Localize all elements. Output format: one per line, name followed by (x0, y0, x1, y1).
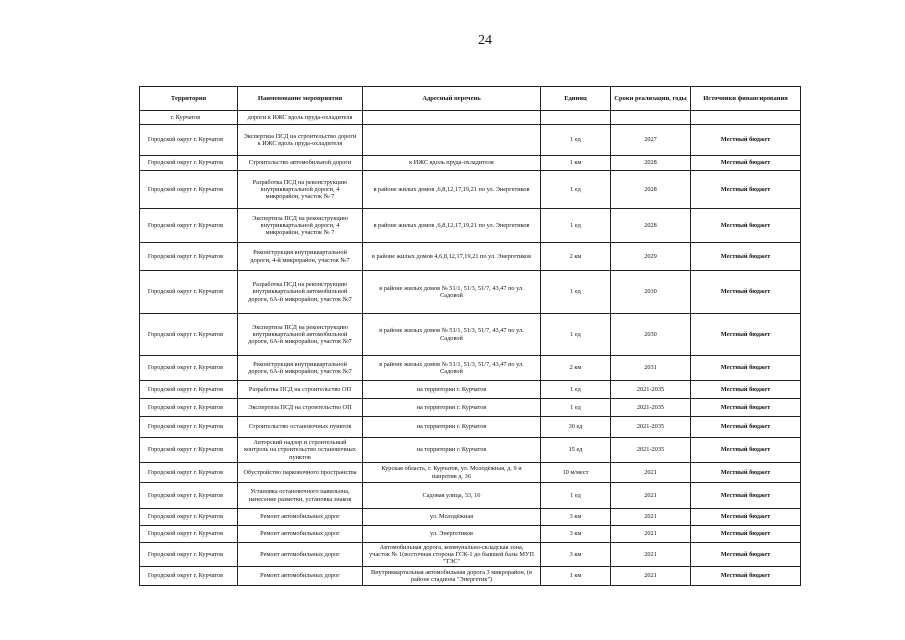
table-row (140, 125, 801, 156)
cell-years: 2021-2035 (611, 417, 691, 438)
cell-source: Местный бюджет (691, 509, 801, 526)
header-name: Наименование мероприятия (238, 87, 363, 111)
cell-units: 1 ед (541, 314, 611, 356)
cell-source: Местный бюджет (691, 209, 801, 243)
cell-years: 2030 (611, 314, 691, 356)
cell-units: 15 ед (541, 438, 611, 463)
cell-name: Разработка ПСД на реконструкцию внутриквартальной дороги, 4 микрорайон, участок № 7 (238, 171, 363, 209)
cell-address: в районе жилых домов № 51/1, 51/3, 51/7, 43,47 по ул. Садовой (363, 271, 541, 314)
cell-address: в районе жилых домов ,6,8,12,17,19,21 по ул. Энергетиков (363, 209, 541, 243)
cell-address: на территории г. Курчатов (363, 417, 541, 438)
cell-units: 1 км (541, 156, 611, 171)
cell-name: Ремонт автомобильных дорог (238, 526, 363, 543)
table-row (140, 156, 801, 171)
cell-address (363, 125, 541, 156)
cell-address: в районе жилых домов ,6,8,12,17,19,21 по ул. Энергетиков (363, 171, 541, 209)
cell-territory: Городской округ г. Курчатов (140, 543, 238, 567)
cell-years: 2021 (611, 509, 691, 526)
cell-units: 1 ед (541, 209, 611, 243)
cell-source: Местный бюджет (691, 156, 801, 171)
cell-address: ул. Энергетиков (363, 526, 541, 543)
cell-address: на территории г. Курчатов (363, 438, 541, 463)
cell-source: Местный бюджет (691, 271, 801, 314)
cell-name: дороги к ИЖС вдоль пруда-охладителя (238, 111, 363, 125)
header-source: Источники финансирования (691, 87, 801, 111)
cell-territory: Городской округ г. Курчатов (140, 356, 238, 381)
cell-years: 2021 (611, 526, 691, 543)
cell-address: ул. Молодёжная (363, 509, 541, 526)
header-units: Единиц (541, 87, 611, 111)
cell-name: Ремонт автомобильных дорог (238, 509, 363, 526)
cell-territory: Городской округ г. Курчатов (140, 125, 238, 156)
cell-address: Автомобильная дорога, коммунально-складская зона, участок № 1(восточная сторона ГСК-1 до бывшей базы МУП "ТЭС" (363, 543, 541, 567)
cell-years: 2021 (611, 567, 691, 586)
cell-years (611, 111, 691, 125)
cell-units: 10 м/мест (541, 463, 611, 483)
cell-territory: Городской округ г. Курчатов (140, 526, 238, 543)
cell-source: Местный бюджет (691, 243, 801, 271)
cell-years: 2031 (611, 356, 691, 381)
cell-source: Местный бюджет (691, 526, 801, 543)
cell-years: 2021-2035 (611, 381, 691, 399)
cell-address: в районе жилых домов 4,6,8,12,17,19,21 по ул. Энергетиков (363, 243, 541, 271)
cell-territory: Городской округ г. Курчатов (140, 243, 238, 271)
cell-address: Курская область, г. Курчатов, ул. Молодёжная, д. 9 и напротив д. 36 (363, 463, 541, 483)
cell-territory: Городской округ г. Курчатов (140, 483, 238, 509)
cell-source: Местный бюджет (691, 543, 801, 567)
table-row (140, 356, 801, 381)
cell-units: 1 ед (541, 171, 611, 209)
cell-name: Разработка ПСД на реконструкцию внутриквартальной автомобильной дороги, 6А-й микрорайон, участок №7 (238, 271, 363, 314)
cell-address: Внутриквартальная автомобильная дорога 3 микрорайон, (в районе стадиона "Энергетик") (363, 567, 541, 586)
cell-source: Местный бюджет (691, 125, 801, 156)
header-address: Адресный перечень (363, 87, 541, 111)
header-years: Сроки реализации, годы (611, 87, 691, 111)
cell-units: 1 ед (541, 483, 611, 509)
cell-territory: Городской округ г. Курчатов (140, 209, 238, 243)
cell-address: в районе жилых домов № 51/1, 51/3, 51/7, 43,47 по ул. Садовой (363, 356, 541, 381)
cell-territory: Городской округ г. Курчатов (140, 463, 238, 483)
cell-units: 2 км (541, 356, 611, 381)
cell-address: на территории г. Курчатов (363, 381, 541, 399)
cell-units: 1 ед (541, 125, 611, 156)
cell-years: 2021 (611, 543, 691, 567)
cell-territory: Городской округ г. Курчатов (140, 399, 238, 417)
table-row (140, 463, 801, 483)
cell-years: 2021 (611, 483, 691, 509)
cell-name: Обустройство парковочного пространства (238, 463, 363, 483)
cell-name: Строительство автомобильной дороги (238, 156, 363, 171)
cell-territory: г. Курчатов (140, 111, 238, 125)
table-row (140, 567, 801, 586)
cell-territory: Городской округ г. Курчатов (140, 438, 238, 463)
cell-address (363, 111, 541, 125)
cell-source: Местный бюджет (691, 567, 801, 586)
cell-territory: Городской округ г. Курчатов (140, 509, 238, 526)
cell-units: 1 км (541, 567, 611, 586)
cell-years: 2028 (611, 171, 691, 209)
cell-name: Разработка ПСД на строительство ОП (238, 381, 363, 399)
cell-units (541, 111, 611, 125)
cell-name: Реконструкция внутриквартальной дороги, 4-й микрорайон, участок №7 (238, 243, 363, 271)
header-territory: Территория (140, 87, 238, 111)
cell-name: Строительство остановочных пунктов (238, 417, 363, 438)
cell-units: 1 ед (541, 399, 611, 417)
table-row (140, 171, 801, 209)
cell-name: Авторский надзор и строительный контроль на строительство остановочных пунктов (238, 438, 363, 463)
cell-years: 2027 (611, 125, 691, 156)
cell-address: к ИЖС вдоль пруда-охладителя (363, 156, 541, 171)
cell-name: Экспертиза ПСД на реконструкцию внутриквартальной автомобильной дороги, 6А-й микрорайон, участок №7 (238, 314, 363, 356)
cell-territory: Городской округ г. Курчатов (140, 171, 238, 209)
cell-source: Местный бюджет (691, 314, 801, 356)
page-number: 24 (478, 33, 492, 48)
cell-name: Установка остановочного павильона, нанесение разметки, установка знаков (238, 483, 363, 509)
cell-years: 2021 (611, 463, 691, 483)
table-row (140, 314, 801, 356)
cell-units: 1 ед (541, 381, 611, 399)
cell-units: 3 км (541, 509, 611, 526)
table-row (140, 209, 801, 243)
table-row (140, 417, 801, 438)
cell-years: 2028 (611, 156, 691, 171)
cell-name: Ремонт автомобильных дорог (238, 567, 363, 586)
cell-units: 3 км (541, 526, 611, 543)
cell-territory: Городской округ г. Курчатов (140, 381, 238, 399)
cell-name: Экспертиза ПСД на реконструкцию внутриквартальной дороги, 4 микрорайон, участок № 7 (238, 209, 363, 243)
table-row (140, 399, 801, 417)
cell-units: 3 км (541, 543, 611, 567)
cell-address: в районе жилых домов № 51/1, 51/3, 51/7, 43,47 по ул. Садовой (363, 314, 541, 356)
table-row (140, 381, 801, 399)
cell-name: Экспертиза ПСД на строительство дороги к ИЖС вдоль пруда-охладителя (238, 125, 363, 156)
table-row (140, 526, 801, 543)
table-row (140, 243, 801, 271)
cell-units: 2 км (541, 243, 611, 271)
cell-territory: Городской округ г. Курчатов (140, 314, 238, 356)
cell-source: Местный бюджет (691, 438, 801, 463)
cell-years: 2021-2035 (611, 399, 691, 417)
cell-years: 2030 (611, 271, 691, 314)
cell-source: Местный бюджет (691, 483, 801, 509)
cell-source: Местный бюджет (691, 356, 801, 381)
table-row (140, 271, 801, 314)
cell-territory: Городской округ г. Курчатов (140, 567, 238, 586)
cell-source: Местный бюджет (691, 381, 801, 399)
cell-units: 1 ед (541, 271, 611, 314)
cell-years: 2021-2035 (611, 438, 691, 463)
measures-table (139, 86, 801, 586)
table-row (140, 509, 801, 526)
table-row (140, 543, 801, 567)
cell-source (691, 111, 801, 125)
cell-source: Местный бюджет (691, 171, 801, 209)
cell-territory: Городской округ г. Курчатов (140, 156, 238, 171)
table-header-row (140, 87, 801, 111)
table-row (140, 111, 801, 125)
cell-years: 2028 (611, 209, 691, 243)
cell-address: на территории г. Курчатов (363, 399, 541, 417)
cell-name: Реконструкция внутриквартальной дороги, 6А-й микрорайон, участок №7 (238, 356, 363, 381)
cell-units: 30 ед (541, 417, 611, 438)
cell-name: Экспертиза ПСД на строительство ОП (238, 399, 363, 417)
cell-source: Местный бюджет (691, 399, 801, 417)
cell-territory: Городской округ г. Курчатов (140, 271, 238, 314)
cell-address: Садовая улица, 33, 16 (363, 483, 541, 509)
cell-years: 2029 (611, 243, 691, 271)
cell-territory: Городской округ г. Курчатов (140, 417, 238, 438)
cell-source: Местный бюджет (691, 463, 801, 483)
table-row (140, 438, 801, 463)
cell-name: Ремонт автомобильных дорог (238, 543, 363, 567)
cell-source: Местный бюджет (691, 417, 801, 438)
table-row (140, 483, 801, 509)
